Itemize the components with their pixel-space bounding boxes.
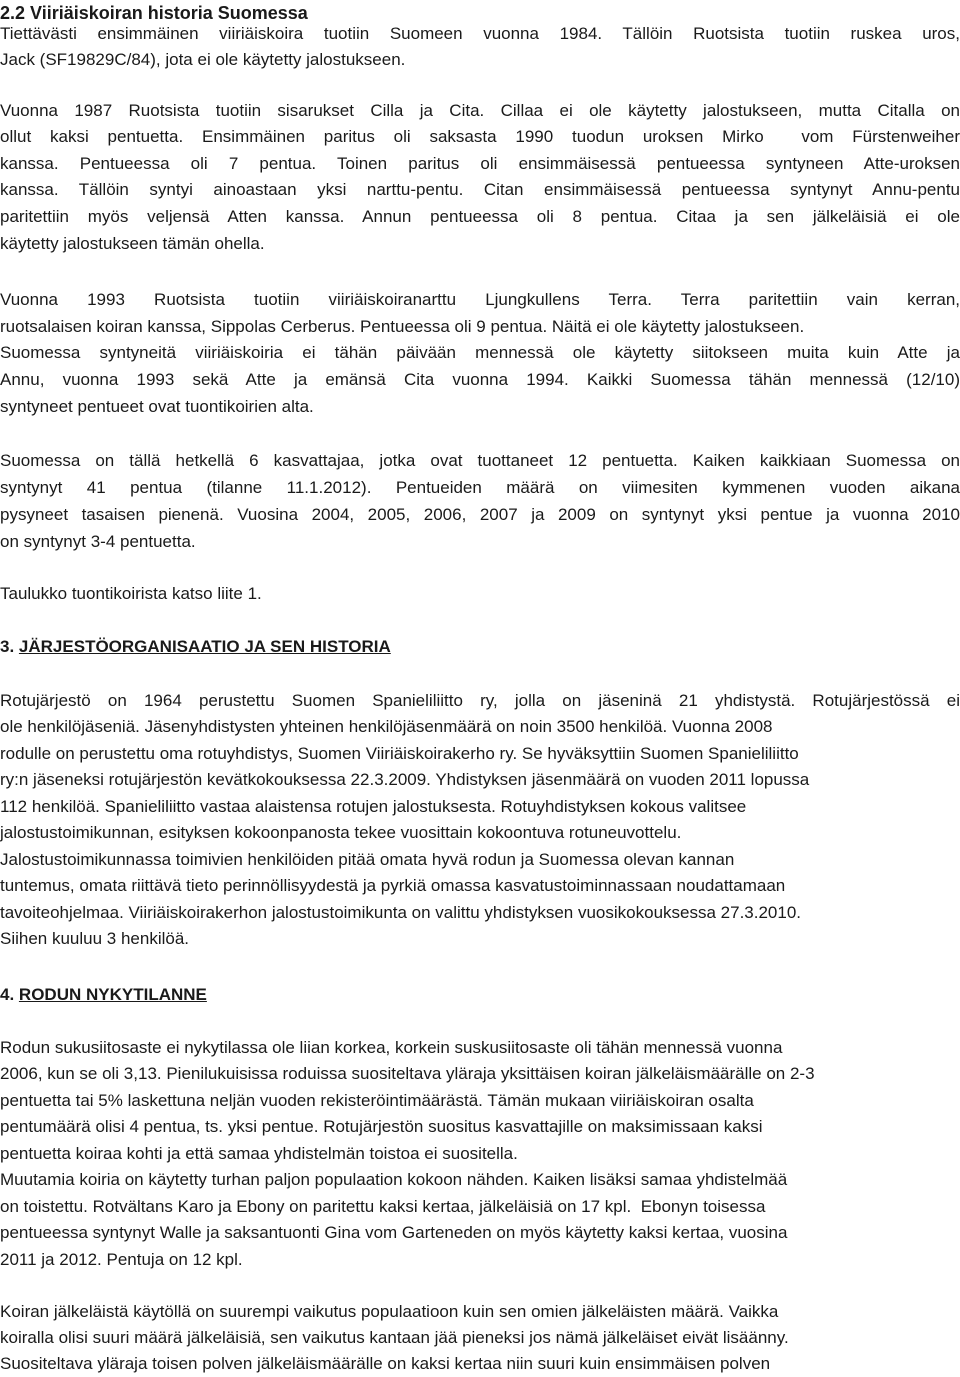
text-line: on toistettu. Rotvältans Karo ja Ebony on paritettu kaksi kertaa, jälkeläisiä on 17 kpl. Ebonyn toisessa: [0, 1197, 766, 1216]
text-line: 112 henkilöä. Spanieliliitto vastaa alaistensa rotujen jalostuksesta. Rotuyhdistyksen kokous valitsee: [0, 797, 747, 816]
text-line: Muutamia koiria on käytetty turhan paljon populaation kokoon nähden. Kaiken lisäksi samaa yhdistelmää: [0, 1170, 788, 1189]
text-line: Taulukko tuontikoirista katso liite 1.: [0, 584, 262, 603]
section-title: JÄRJESTÖORGANISAATIO JA SEN HISTORIA: [18, 637, 391, 656]
text-line: pentueessa syntynyt Walle ja saksantuonti Gina vom Garteneden on myös käytetty kaksi kertaa, vuosina: [0, 1223, 788, 1242]
text-line: pysyneet tasaisen pienenä. Vuosina 2004, 2005, 2006, 2007 ja 2009 on syntynyt yksi pentue ja vuonna 2010: [0, 505, 960, 524]
section-title: RODUN NYKYTILANNE: [18, 985, 207, 1004]
text-line: 2011 ja 2012. Pentuja on 12 kpl.: [0, 1250, 243, 1269]
text-line: 2006, kun se oli 3,13. Pienilukuisissa roduissa suositeltava yläraja yksittäisen koiran jälkeläismäärälle on 2-3: [0, 1064, 815, 1083]
text-line: kanssa. Tällöin syntyi ainoastaan yksi narttu-pentu. Citan ensimmäisessä pentueessa syntynyt Annu-pentu: [0, 180, 960, 199]
text-line: tuntemus, omata riittävä tieto perinnöllisyydestä ja pyrkiä omassa kasvatustoiminnassaan noudattamaan: [0, 876, 786, 895]
text-line: pentumäärä olisi 4 pentua, ts. yksi pentue. Rotujärjestön suositus kasvattajille on maksimissaan kaksi: [0, 1117, 763, 1136]
text-line: Rotujärjestö on 1964 perustettu Suomen Spanieliliitto ry, jolla on jäseninä 21 yhdistystä. Rotujärjestössä ei: [0, 691, 960, 710]
text-line: pentuetta koiraa kohti ja että samaa yhdistelmän toistoa ei suositella.: [0, 1144, 518, 1163]
text-line: jalostustoimikunnan, esityksen kokoonpanosta tekee vuosittain kokoontuva rotuneuvottelu.: [0, 823, 682, 842]
text-line: kanssa. Pentueessa oli 7 pentua. Toinen paritus oli ensimmäisessä pentueessa syntyneen Atte-uroksen: [0, 154, 960, 173]
text-line: tavoiteohjelmaa. Viiriäiskoirakerhon jalostustoimikunta on valittu yhdistyksen vuosikokouksessa 27.3.2010.: [0, 903, 802, 922]
text-line: ollut kaksi pentuetta. Ensimmäinen paritus oli saksasta 1990 tuodun uroksen Mirko vom Fürstenweiher: [0, 127, 960, 146]
text-line: Suositeltava yläraja toisen polven jälkeläismäärälle on kaksi kertaa niin suuri kuin ensimmäisen polven: [0, 1354, 771, 1373]
text-line: rodulle on perustettu oma rotuyhdistys, Suomen Viiriäiskoirakerho ry. Se hyväksyttiin Suomen Spanieliliitto: [0, 744, 799, 763]
text-line: Vuonna 1987 Ruotsista tuotiin sisarukset Cilla ja Cita. Cillaa ei ole käytetty jalostukseen, mutta Citalla on: [0, 101, 960, 120]
text-line: on syntynyt 3-4 pentuetta.: [0, 532, 196, 551]
text-line: Koiran jälkeläistä käytöllä on suurempi vaikutus populaatioon kuin sen omien jälkeläisten määrä. Vaikka: [0, 1302, 779, 1321]
text-line: ry:n jäseneksi rotujärjestön kevätkokouksessa 22.3.2009. Yhdistyksen jäsenmäärä on vuoden 2011 lopussa: [0, 770, 810, 789]
section-heading-2-2: 2.2 Viiriäiskoiran historia Suomessa: [0, 3, 308, 23]
text-line: syntyneet pentueet ovat tuontikoirien alta.: [0, 397, 314, 416]
text-line: ole henkilöjäseniä. Jäsenyhdistysten yhteinen henkilöjäsenmäärä on noin 3500 henkilöä. Vuonna 2008: [0, 717, 773, 736]
text-line: Tiettävästi ensimmäinen viiriäiskoira tuotiin Suomeen vuonna 1984. Tällöin Ruotsista tuotiin ruskea uros,: [0, 24, 960, 43]
text-line: Suomessa syntyneitä viiriäiskoiria ei tähän päivään mennessä ole käytetty siitokseen muita kuin Atte ja: [0, 343, 960, 362]
text-line: koiralla olisi suuri määrä jälkeläisiä, sen vaikutus kantaan jää pieneksi jos nämä jälkeläiset eivät lisäänny.: [0, 1328, 789, 1347]
text-line: Jalostustoimikunnassa toimivien henkilöiden pitää omata hyvä rodun ja Suomessa olevan kannan: [0, 850, 735, 869]
text-line: ruotsalaisen koiran kanssa, Sippolas Cerberus. Pentueessa oli 9 pentua. Näitä ei ole käytetty jalostukseen.: [0, 317, 805, 336]
text-line: pentuetta tai 5% laskettuna neljän vuoden rekisteröintimäärästä. Tämän mukaan viiriäiskoiran osalta: [0, 1091, 754, 1110]
text-line: Jack (SF19829C/84), jota ei ole käytetty jalostukseen.: [0, 50, 406, 69]
section-heading-4: [0, 982, 960, 1008]
text-line: Suomessa on tällä hetkellä 6 kasvattajaa, jotka ovat tuottaneet 12 pentuetta. Kaiken kaikkiaan Suomessa on: [0, 451, 960, 470]
text-line: Vuonna 1993 Ruotsista tuotiin viiriäiskoiranarttu Ljungkullens Terra. Terra paritettiin vain kerran,: [0, 290, 960, 309]
text-line: Annu, vuonna 1993 sekä Atte ja emänsä Cita vuonna 1994. Kaikki Suomessa tähän mennessä (12/10): [0, 370, 960, 389]
text-line: Rodun sukusiitosaste ei nykytilassa ole liian korkea, korkein suskusiitosaste oli tähän mennessä vuonna: [0, 1038, 783, 1057]
section-heading-3: [0, 634, 960, 660]
text-line: syntynyt 41 pentua (tilanne 11.1.2012). Pentueiden määrä on viimesiten kymmenen vuoden aikana: [0, 478, 960, 497]
text-line: paritettiin myös veljensä Atten kanssa. Annun pentueessa oli 8 pentua. Citaa ja sen jälkeläisiä ei ole: [0, 207, 960, 226]
section-number: 4.: [0, 985, 15, 1004]
section-number: 3.: [0, 637, 15, 656]
text-line: käytetty jalostukseen tämän ohella.: [0, 234, 265, 253]
text-line: Siihen kuuluu 3 henkilöä.: [0, 929, 190, 948]
